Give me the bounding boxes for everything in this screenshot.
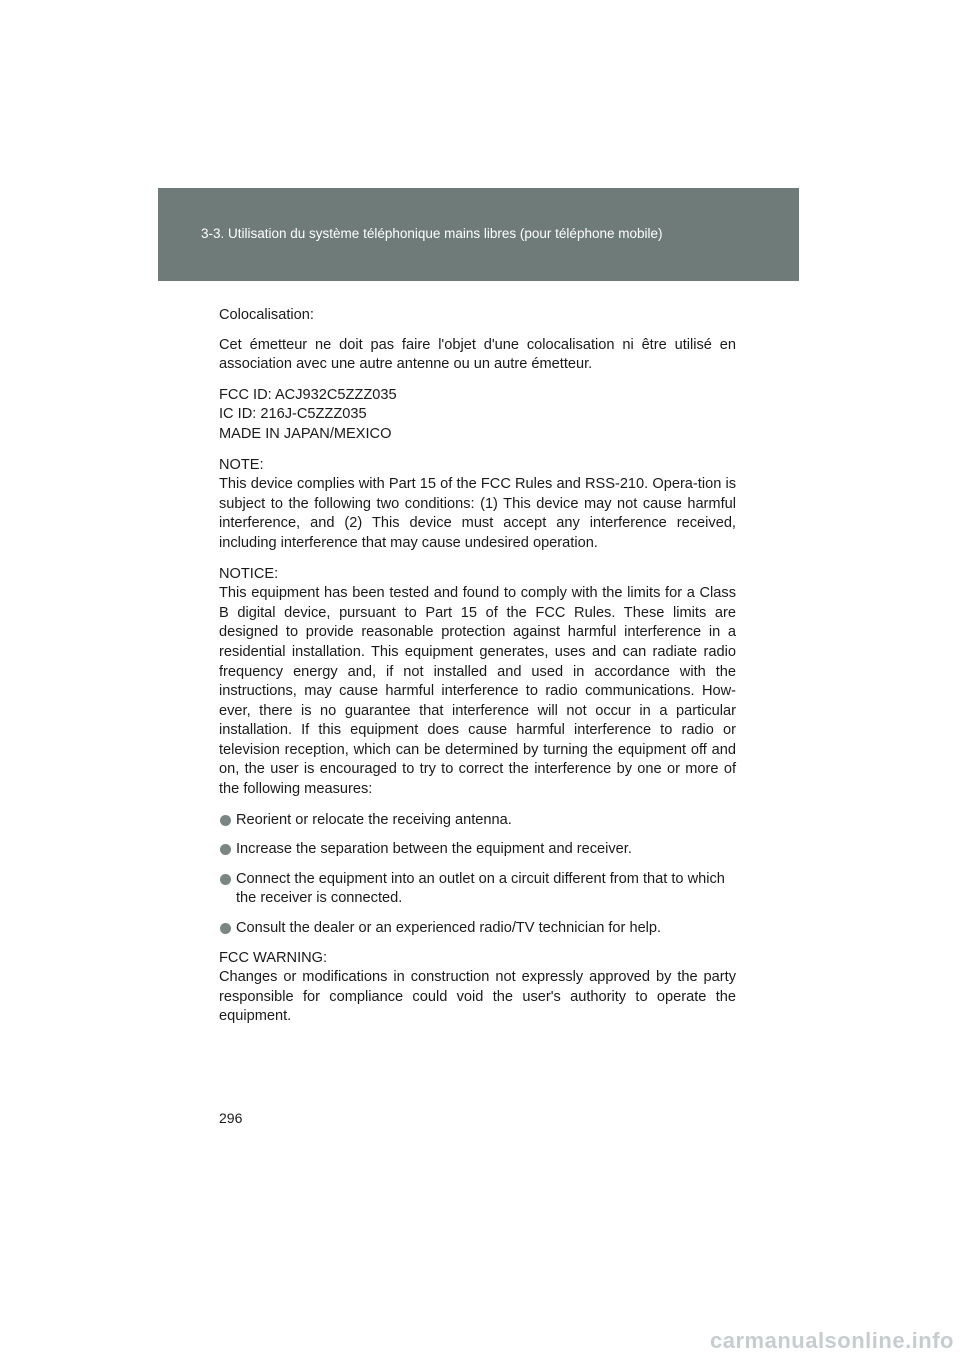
list-item — [219, 919, 736, 939]
list-item-text: Consult the dealer or an experienced radio/TV technician for help. — [236, 920, 662, 937]
identifiers-section — [219, 386, 736, 445]
bullet-icon — [220, 874, 231, 885]
made-in: MADE IN JAPAN/MEXICO — [219, 425, 392, 442]
list-item — [219, 870, 736, 909]
list-item — [219, 840, 736, 860]
section-title: 3-3. Utilisation du système téléphonique mains libres (pour téléphone mobile) — [201, 226, 663, 241]
colocation-section — [219, 306, 736, 375]
fcc-id: FCC ID: ACJ932C5ZZZ035 — [219, 386, 397, 403]
note-heading: NOTE: — [219, 456, 264, 473]
measures-list — [219, 811, 736, 939]
bullet-icon — [220, 923, 231, 934]
bullet-icon — [220, 815, 231, 826]
warning-section — [219, 949, 736, 1027]
list-item — [219, 811, 736, 831]
warning-text: Changes or modifications in construction not expressly approved by the party responsible for compliance could void the user's authority to operate the equipment. — [219, 969, 736, 1025]
note-text: This device complies with Part 15 of the FCC Rules and RSS-210. Opera-tion is subject to the following two conditions: (1) This device may not cause harmful interference, and (2) This device must accept any interference received, including interference that may cause undesired operation. — [219, 476, 736, 551]
list-item-text: Connect the equipment into an outlet on a circuit different from that to which the receiver is connected. — [236, 870, 725, 907]
notice-heading: NOTICE: — [219, 565, 279, 582]
colocation-text: Cet émetteur ne doit pas faire l'objet d'une colocalisation ni être utilisé en association avec une autre antenne ou un autre émetteur. — [219, 336, 736, 373]
page-number: 296 — [219, 1110, 243, 1126]
warning-heading: FCC WARNING: — [219, 949, 328, 966]
colocation-heading: Colocalisation: — [219, 307, 314, 323]
list-item-text: Increase the separation between the equipment and receiver. — [236, 841, 632, 858]
page-content — [219, 306, 736, 1038]
ic-id: IC ID: 216J-C5ZZZ035 — [219, 406, 367, 423]
note-section — [219, 456, 736, 554]
bullet-icon — [220, 844, 231, 855]
notice-text: This equipment has been tested and found to comply with the limits for a Class B digital device, pursuant to Part 15 of the FCC Rules. These limits are designed to provide reasonable protection against harmful interference in a residential installation. This equipment generates, uses and can radiate radio frequency energy and, if not installed and used in accordance with the instructions, may cause harmful interference to radio communications. How-ever, there is no guarantee that interference will not occur in a particular installation. If this equipment does cause harmful interference to radio or television reception, which can be determined by turning the equipment off and on, the user is encouraged to try to correct the interference by one or more of the following measures: — [219, 585, 736, 798]
notice-section — [219, 565, 736, 800]
site-watermark: carmanualsonline.info — [710, 1328, 954, 1353]
list-item-text: Reorient or relocate the receiving antenna. — [236, 811, 512, 828]
